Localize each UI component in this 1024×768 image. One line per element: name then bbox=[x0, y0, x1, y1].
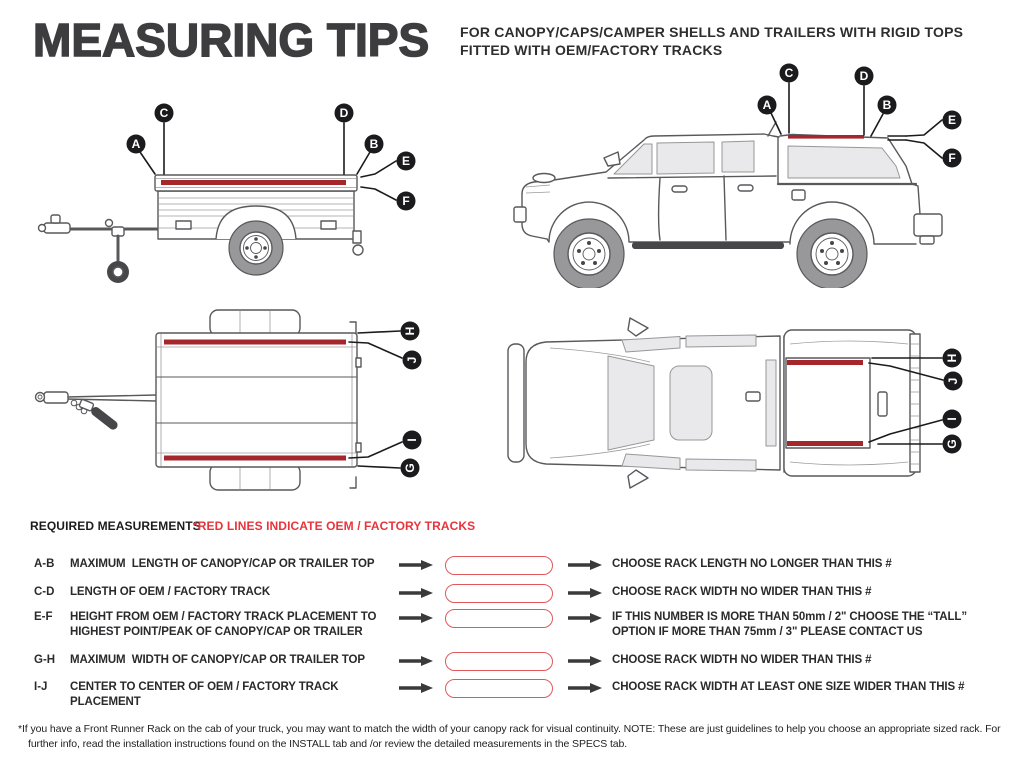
callout-f bbox=[397, 192, 416, 211]
measurement-row-cd bbox=[34, 585, 1012, 603]
measurement-row-gh bbox=[34, 653, 1012, 671]
svg-text:I: I bbox=[945, 417, 960, 421]
arrow-right-icon bbox=[567, 655, 603, 667]
truck-side-view-diagram bbox=[492, 58, 1012, 288]
svg-text:I: I bbox=[405, 438, 420, 442]
measurement-key: C-D bbox=[34, 586, 55, 598]
measurement-description: LENGTH OF OEM / FACTORY TRACK bbox=[70, 586, 271, 598]
svg-text:J: J bbox=[946, 377, 961, 385]
page-title: MEASURING TIPS bbox=[33, 14, 430, 66]
callout-g bbox=[943, 435, 962, 454]
svg-text:E: E bbox=[401, 154, 411, 169]
svg-text:F: F bbox=[948, 151, 956, 166]
svg-text:B: B bbox=[882, 98, 892, 113]
arrow-right-icon bbox=[567, 587, 603, 599]
arrow-right-icon bbox=[567, 682, 603, 694]
svg-text:J: J bbox=[405, 356, 420, 364]
svg-text:H: H bbox=[945, 353, 960, 363]
measurement-value-box bbox=[445, 584, 553, 603]
measurement-key: G-H bbox=[34, 654, 56, 666]
measurement-row-ab bbox=[34, 557, 1012, 575]
callout-i bbox=[943, 410, 962, 429]
measurement-key: I-J bbox=[34, 681, 48, 693]
callout-a bbox=[758, 96, 777, 115]
measurement-key: E-F bbox=[34, 611, 53, 623]
callout-a bbox=[127, 135, 146, 154]
subtitle-line-2: FITTED WITH OEM/FACTORY TRACKS bbox=[460, 42, 723, 58]
trailer-side-view-diagram bbox=[18, 82, 448, 302]
arrow-right-icon bbox=[398, 655, 434, 667]
svg-text:G: G bbox=[403, 463, 418, 473]
arrow-right-icon bbox=[398, 559, 434, 571]
footnote: *If you have a Front Runner Rack on the cab of your truck, you may want to match the width of your canopy rack for visual continuity. NOTE: These are just guidelines to help you choose an appropriate sized rack. For further info, read the installation instructions found on the INSTALL tab and /or review the detailed measurements in the SPECS tab. bbox=[18, 723, 1001, 750]
arrow-right-icon bbox=[567, 612, 603, 624]
measurement-description: MAXIMUM WIDTH OF CANOPY/CAP OR TRAILER TOP bbox=[70, 654, 365, 666]
callout-b bbox=[365, 135, 384, 154]
svg-text:A: A bbox=[131, 137, 141, 152]
svg-text:C: C bbox=[159, 106, 169, 121]
callout-h bbox=[401, 322, 420, 341]
arrow-right-icon bbox=[398, 587, 434, 599]
measurement-value-box bbox=[445, 652, 553, 671]
measurement-row-ij bbox=[34, 680, 1012, 710]
arrow-right-icon bbox=[398, 682, 434, 694]
callout-c bbox=[780, 64, 799, 83]
measurement-outcome: CHOOSE RACK WIDTH NO WIDER THAN THIS # bbox=[612, 586, 872, 598]
callout-d bbox=[855, 67, 874, 86]
arrow-right-icon bbox=[567, 559, 603, 571]
svg-text:C: C bbox=[784, 66, 794, 81]
callout-i bbox=[403, 431, 422, 450]
callout-f bbox=[943, 149, 962, 168]
measurement-description: MAXIMUM LENGTH OF CANOPY/CAP OR TRAILER TOP bbox=[70, 558, 375, 570]
truck-top-view-diagram bbox=[490, 300, 990, 510]
measurement-description: CENTER TO CENTER OF OEM / FACTORY TRACK PLACEMENT bbox=[70, 681, 342, 708]
measurement-value-box bbox=[445, 679, 553, 698]
callout-j bbox=[944, 372, 963, 391]
measurement-row-ef bbox=[34, 610, 1012, 640]
callout-j bbox=[403, 351, 422, 370]
measurement-outcome: CHOOSE RACK WIDTH NO WIDER THAN THIS # bbox=[612, 654, 872, 666]
callout-h bbox=[943, 349, 962, 368]
measurement-key: A-B bbox=[34, 558, 55, 570]
callout-d bbox=[335, 104, 354, 123]
svg-text:G: G bbox=[945, 439, 960, 449]
callout-c bbox=[155, 104, 174, 123]
page-subtitle bbox=[460, 23, 1020, 59]
required-measurements-heading: REQUIRED MEASUREMENTS bbox=[30, 519, 201, 533]
svg-text:D: D bbox=[339, 106, 349, 121]
callout-e bbox=[943, 111, 962, 130]
svg-text:A: A bbox=[762, 98, 772, 113]
svg-text:D: D bbox=[859, 69, 869, 84]
measurement-outcome: CHOOSE RACK LENGTH NO LONGER THAN THIS # bbox=[612, 558, 892, 570]
measurement-description: HEIGHT FROM OEM / FACTORY TRACK PLACEMENT TO HIGHEST POINT/PEAK OF CANOPY/CAP OR TRAILER bbox=[70, 611, 380, 638]
measurement-outcome: CHOOSE RACK WIDTH AT LEAST ONE SIZE WIDER THAN THIS # bbox=[612, 681, 965, 693]
svg-text:F: F bbox=[402, 194, 410, 209]
measurement-value-box bbox=[445, 556, 553, 575]
subtitle-line-1: FOR CANOPY/CAPS/CAMPER SHELLS AND TRAILERS WITH RIGID TOPS bbox=[460, 24, 964, 40]
callout-b bbox=[878, 96, 897, 115]
callout-g bbox=[401, 459, 420, 478]
measurement-value-box bbox=[445, 609, 553, 628]
svg-text:B: B bbox=[369, 137, 379, 152]
red-lines-note: *RED LINES INDICATE OEM / FACTORY TRACKS bbox=[193, 519, 476, 533]
measurement-outcome: IF THIS NUMBER IS MORE THAN 50mm / 2" CHOOSE THE “TALL” OPTION IF MORE THAN 75mm / 3" PLEASE CONTACT US bbox=[612, 611, 967, 638]
callout-e bbox=[397, 152, 416, 171]
arrow-right-icon bbox=[398, 612, 434, 624]
svg-text:H: H bbox=[403, 326, 418, 336]
trailer-top-view-diagram bbox=[20, 300, 450, 510]
svg-text:E: E bbox=[947, 113, 957, 128]
